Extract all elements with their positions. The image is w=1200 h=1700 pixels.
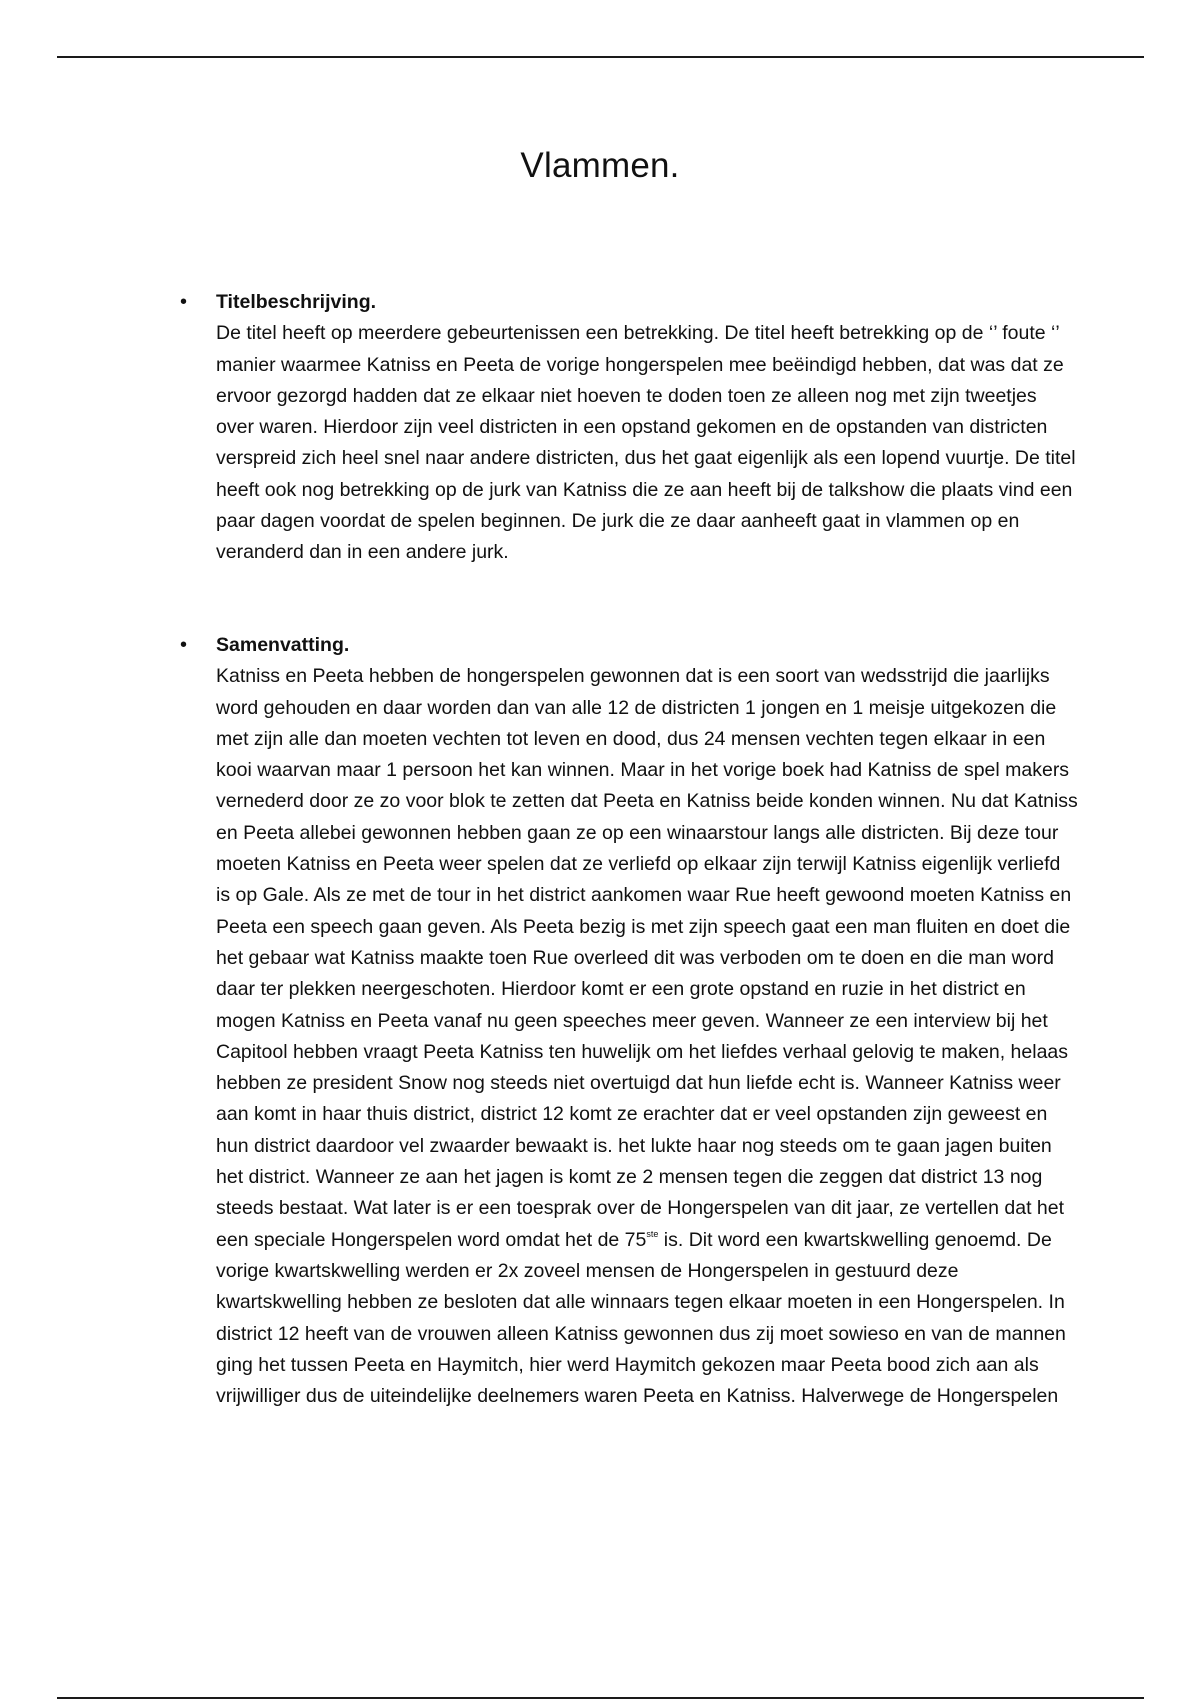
section-heading: Titelbeschrijving. — [216, 291, 377, 313]
section-titelbeschrijving — [180, 287, 1078, 569]
section-body-part: Katniss en Peeta hebben de hongerspelen gewonnen dat is een soort van wedsstrijd die jaarlijks word gehouden en daar worden dan van alle 12 de districten 1 jongen en 1 meisje uitgekozen die met zijn alle dan moeten vechten tot leven en dood, dus 24 mensen vechten tegen elkaar in een kooi waarvan maar 1 persoon het kan winnen. Maar in het vorige boek had Katniss de spel makers vernederd door ze zo voor blok te zetten dat Peeta en Katniss beide konden winnen. Nu dat Katniss en Peeta allebei gewonnen hebben gaan ze op een winaarstour langs alle districten. Bij deze tour moeten Katniss en Peeta weer spelen dat ze verliefd op elkaar zijn terwijl Katniss eigenlijk verliefd is op Gale. Als ze met de tour in het district aankomen waar Rue heeft gewoond moeten Katniss en Peeta een speech gaan geven. Als Peeta bezig is met zijn speech gaat een man fluiten en doet die het gebaar wat Katniss maakte toen Rue overleed dit was verboden om te doen en die man word daar ter plekken neergeschoten. Hierdoor komt er een grote opstand en ruzie in het district en mogen Katniss en Peeta vanaf nu geen speeches meer geven. Wanneer ze een interview bij het Capitool hebben vraagt Peeta Katniss ten huwelijk om het liefdes verhaal gelovig te maken, helaas hebben ze president Snow nog steeds niet overtuigd dat hun liefde echt is. Wanneer Katniss weer aan komt in haar thuis district, district 12 komt ze erachter dat er veel opstanden zijn geweest en hun district daardoor vel zwaarder bewaakt is. het lukte haar nog steeds om te gaan jagen buiten het district. Wanneer ze aan het jagen is komt ze 2 mensen tegen die zeggen dat district 13 nog steeds bestaat. Wat later is er een toesprak over de Hongerspelen van dit jaar, ze vertellen dat het een speciale Hongerspelen word omdat het de 75 — [216, 665, 1078, 1251]
section-body-part: is. Dit word een kwartskwelling genoemd. De vorige kwartskwelling werden er 2x zoveel mensen de Hongerspelen in gestuurd deze kwartskwelling hebben ze besloten dat alle winnaars tegen elkaar moeten in een Hongerspelen. In district 12 heeft van de vrouwen alleen Katniss gewonnen dus zij moet sowieso en van de mannen ging het tussen Peeta en Haymitch, hier werd Haymitch gekozen maar Peeta bood zich aan als vrijwilliger dus de uiteindelijke deelnemers waren Peeta en Katniss. Halverwege de Hongerspelen — [216, 1228, 1066, 1408]
ordinal-superscript: ste — [646, 1228, 659, 1239]
section-samenvatting — [180, 630, 1078, 1412]
section-body: De titel heeft op meerdere gebeurtenissen een betrekking. De titel heeft betrekking op de ‘’ foute ‘’ manier waarmee Katniss en Peeta de vorige hongerspelen mee beëindigd hebben, dat was dat ze ervoor gezorgd hadden dat ze elkaar niet hoeven te doden toen ze alleen nog met zijn tweetjes over waren. Hierdoor zijn veel districten in een opstand gekomen en de opstanden van districten verspreid zich heel snel naar andere districten, dus het gaat eigenlijk als een lopend vuurtje. De titel heeft ook nog betrekking op de jurk van Katniss die ze aan heeft bij de talkshow die plaats vind een paar dagen voordat de spelen beginnen. De jurk die ze daar aanheeft gaat in vlammen op en veranderd dan in een andere jurk. — [216, 322, 1076, 564]
bullet-dot-icon: • — [180, 634, 188, 656]
document-title: Vlammen. — [520, 146, 680, 185]
bullet-dot-icon: • — [180, 291, 188, 313]
section-heading: Samenvatting. — [216, 634, 350, 656]
page-bottom-rule — [57, 1697, 1144, 1699]
page-top-rule — [57, 56, 1144, 58]
section-body — [216, 661, 1078, 1412]
